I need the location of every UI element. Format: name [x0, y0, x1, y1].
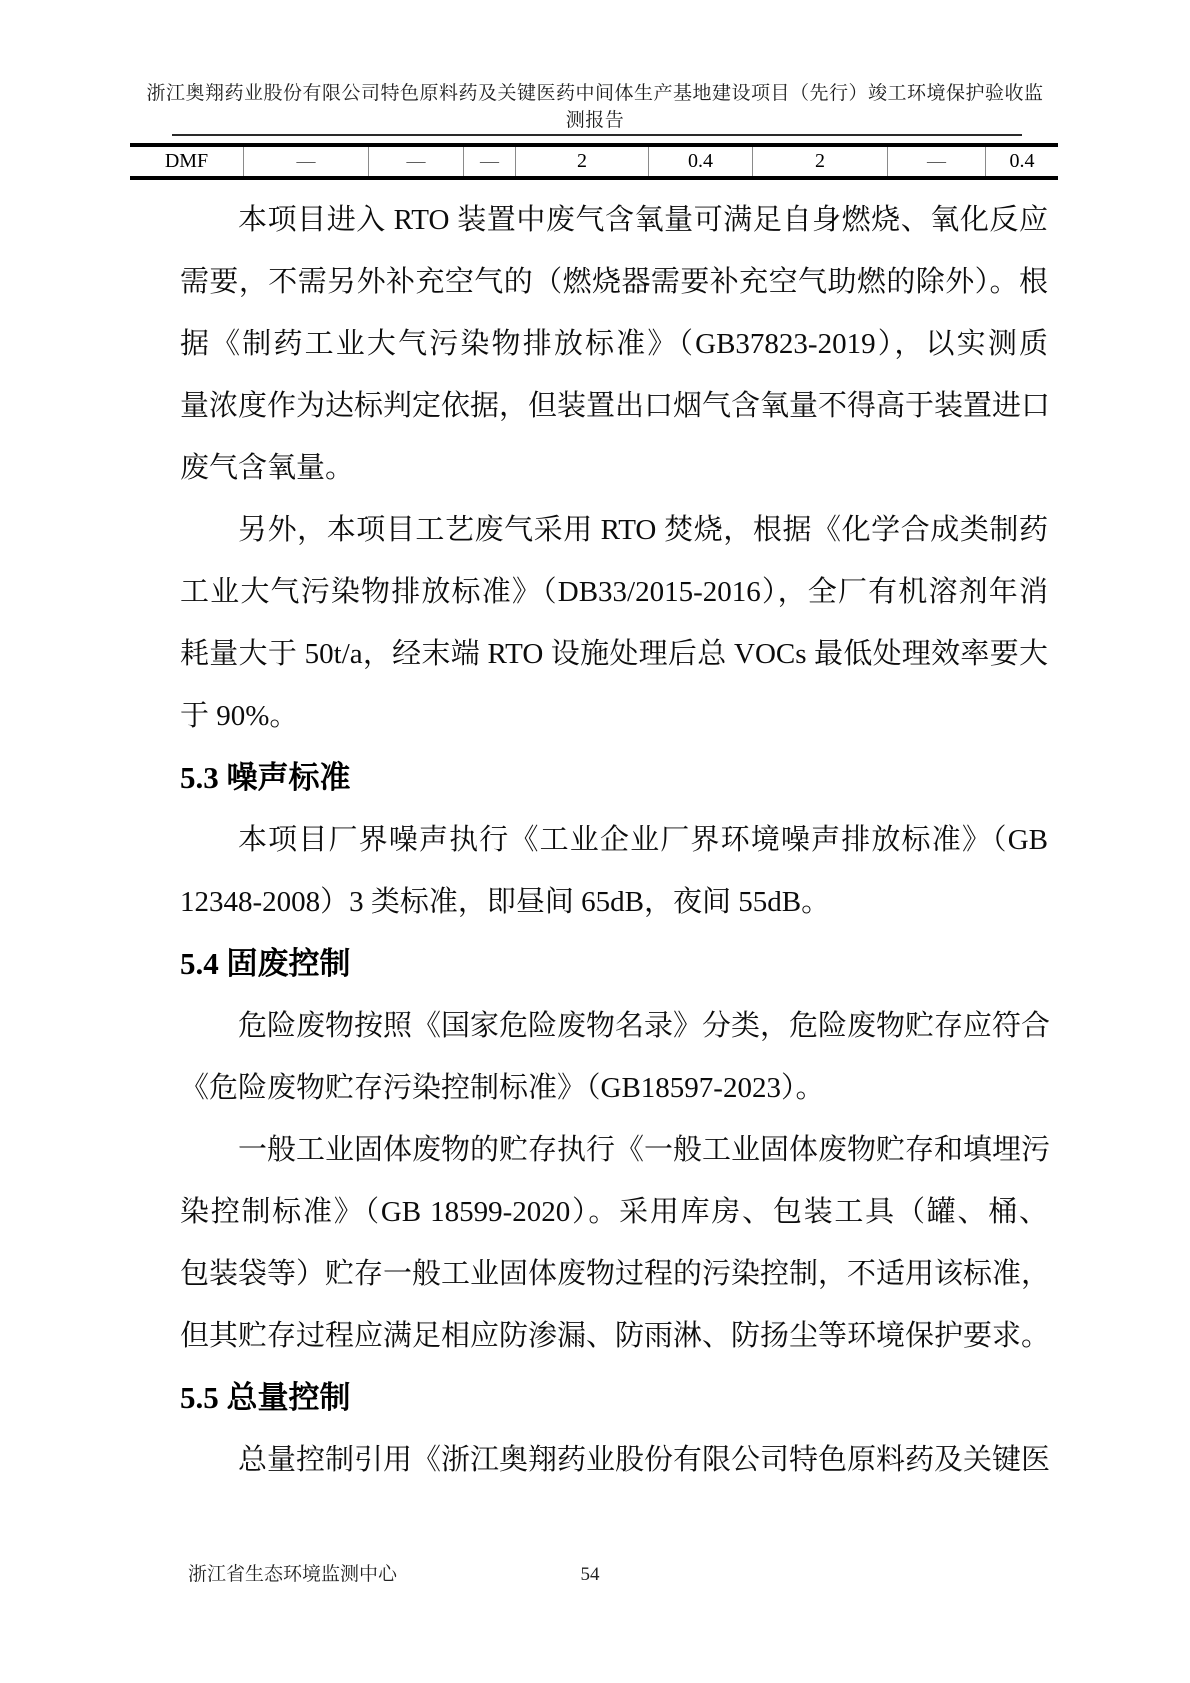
footer-page-number: 54 [580, 1564, 600, 1585]
table-cell: — [243, 147, 368, 176]
body-line: 包装袋等）贮存一般工业固体废物过程的污染控制，不适用该标准， [180, 1258, 1051, 1290]
table-cell: — [463, 147, 515, 176]
body-line: 据《制药工业大气污染物排放标准》（GB37823-2019），以实测质 [180, 328, 1048, 360]
page-footer [0, 1560, 1190, 1590]
table-cell: 0.4 [985, 147, 1058, 176]
document-body [180, 189, 1051, 1491]
body-line: 本项目进入 RTO 装置中废气含氧量可满足自身燃烧、氧化反应 [238, 204, 1048, 236]
table-cell: — [887, 147, 985, 176]
table-cell: 0.4 [648, 147, 752, 176]
body-line: 需要，不需另外补充空气的（燃烧器需要补充空气助燃的除外）。根 [180, 266, 1048, 298]
page-header [70, 80, 1120, 134]
body-line: 废气含氧量。 [180, 452, 355, 484]
body-line: 危险废物按照《国家危险废物名录》分类，危险废物贮存应符合 [238, 1010, 1051, 1042]
body-line: 量浓度作为达标判定依据，但装置出口烟气含氧量不得高于装置进口 [180, 390, 1051, 422]
body-line: 另外，本项目工艺废气采用 RTO 焚烧，根据《化学合成类制药 [238, 514, 1048, 546]
body-line: 工业大气污染物排放标准》（DB33/2015-2016），全厂有机溶剂年消 [180, 576, 1048, 608]
table-cell: DMF [164, 150, 209, 172]
footer-organization: 浙江省生态环境监测中心 [188, 1564, 398, 1585]
body-line: 本项目厂界噪声执行《工业企业厂界环境噪声排放标准》（GB [238, 824, 1048, 856]
body-line: 一般工业固体废物的贮存执行《一般工业固体废物贮存和填埋污 [238, 1134, 1051, 1166]
table-row [130, 143, 1058, 180]
body-line: 总量控制引用《浙江奥翔药业股份有限公司特色原料药及关键医 [238, 1444, 1051, 1476]
body-line: 但其贮存过程应满足相应防渗漏、防雨淋、防扬尘等环境保护要求。 [180, 1320, 1051, 1352]
body-line: 耗量大于 50t/a，经末端 RTO 设施处理后总 VOCs 最低处理效率要大 [180, 638, 1048, 670]
section-heading: 5.5 总量控制 [180, 1380, 351, 1415]
body-line: 《危险废物贮存污染控制标准》（GB18597-2023）。 [180, 1072, 825, 1104]
section-heading: 5.3 噪声标准 [180, 760, 351, 795]
body-line: 于 90%。 [180, 700, 299, 732]
table-cell: — [368, 147, 463, 176]
header-divider [172, 134, 1022, 136]
table-cell: 2 [515, 147, 648, 176]
body-line: 染控制标准》（GB 18599-2020）。采用库房、包装工具（罐、桶、 [180, 1196, 1048, 1228]
header-title-line1: 浙江奥翔药业股份有限公司特色原料药及关键医药中间体生产基地建设项目（先行）竣工环境保护验收监 [146, 83, 1044, 104]
header-title-line2: 测报告 [565, 110, 625, 131]
table-cell: 2 [752, 147, 887, 176]
body-line: 12348-2008）3 类标准，即昼间 65dB，夜间 55dB。 [180, 886, 831, 918]
section-heading: 5.4 固废控制 [180, 946, 351, 981]
